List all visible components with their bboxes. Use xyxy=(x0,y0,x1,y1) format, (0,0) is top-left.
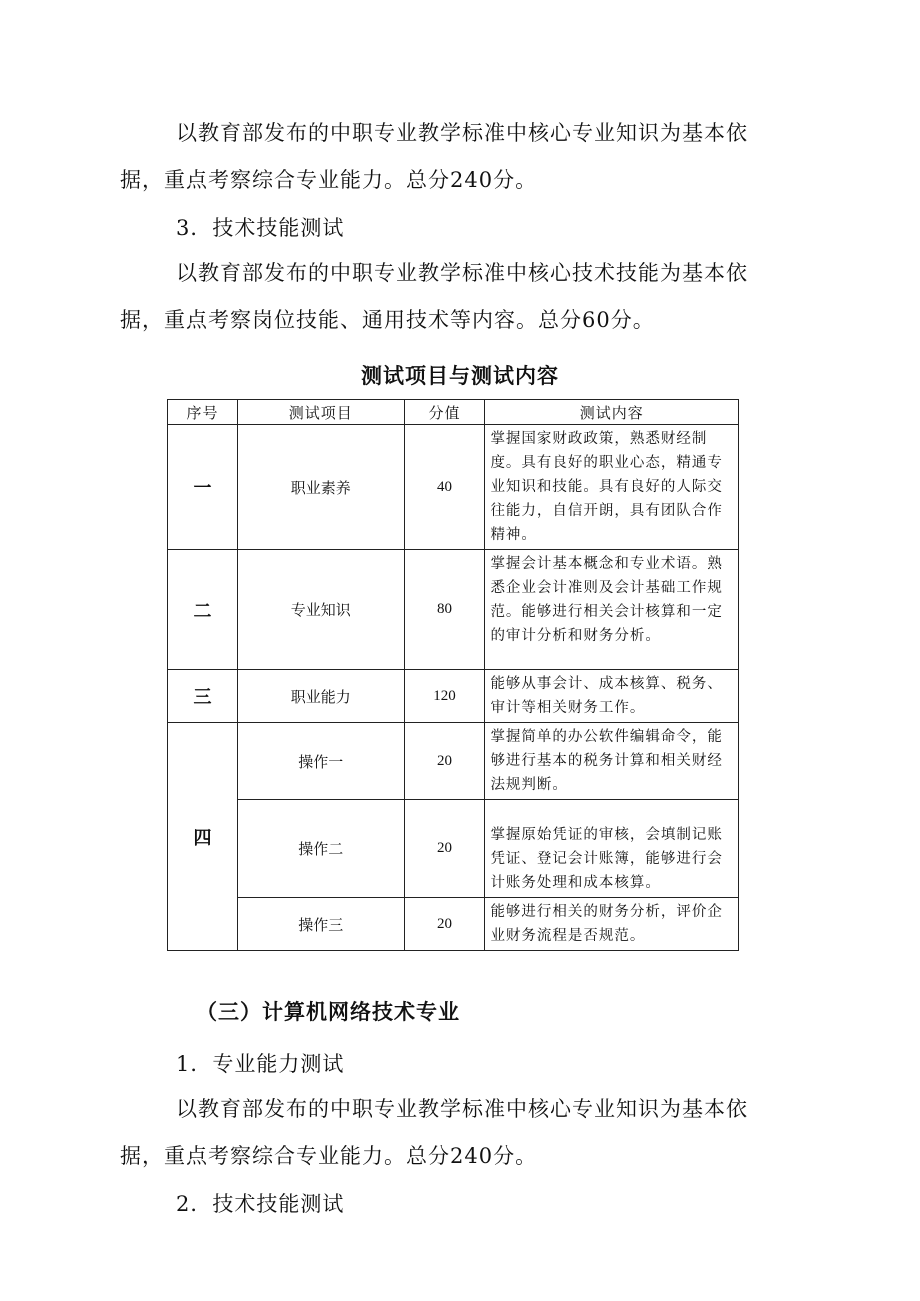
row-score: 40 xyxy=(404,425,485,550)
heading-skills-test: 3．技术技能测试 xyxy=(176,216,345,240)
row-score: 20 xyxy=(404,723,485,800)
header-score: 分值 xyxy=(404,400,485,425)
row-score: 120 xyxy=(404,670,485,723)
header-seq: 序号 xyxy=(168,400,238,425)
table-row xyxy=(168,898,739,951)
row-item: 操作三 xyxy=(237,898,404,951)
row-seq: 三 xyxy=(168,670,238,723)
header-content: 测试内容 xyxy=(485,400,739,425)
table-row xyxy=(168,723,739,800)
heading-professional-test: 1．专业能力测试 xyxy=(176,1052,345,1076)
paragraph-network-knowledge: 以教育部发布的中职专业教学标准中核心专业知识为基本依据，重点考察综合专业能力。总分240分。 xyxy=(120,1097,748,1168)
row-content: 能够从事会计、成本核算、税务、审计等相关财务工作。 xyxy=(485,670,739,723)
table-header-row xyxy=(168,400,739,425)
heading-skills-test-2: 2．技术技能测试 xyxy=(176,1192,345,1216)
header-item: 测试项目 xyxy=(237,400,404,425)
row-score: 80 xyxy=(404,550,485,670)
row-seq: 四 xyxy=(168,723,238,951)
row-seq: 一 xyxy=(168,425,238,550)
table-caption: 测试项目与测试内容 xyxy=(361,363,559,388)
table-row xyxy=(168,425,739,550)
row-seq: 二 xyxy=(168,550,238,670)
row-content: 掌握国家财政政策，熟悉财经制度。具有良好的职业心态，精通专业知识和技能。具有良好的人际交往能力，自信开朗，具有团队合作精神。 xyxy=(485,425,739,550)
row-item: 操作二 xyxy=(237,800,404,898)
row-content: 能够进行相关的财务分析，评价企业财务流程是否规范。 xyxy=(485,898,739,951)
row-content: 掌握简单的办公软件编辑命令，能够进行基本的税务计算和相关财经法规判断。 xyxy=(485,723,739,800)
row-item: 职业能力 xyxy=(237,670,404,723)
paragraph-professional-knowledge: 以教育部发布的中职专业教学标准中核心专业知识为基本依据，重点考察综合专业能力。总分240分。 xyxy=(120,121,748,192)
section-heading: （三）计算机网络技术专业 xyxy=(196,999,460,1024)
table-row xyxy=(168,670,739,723)
row-item: 操作一 xyxy=(237,723,404,800)
row-item: 职业素养 xyxy=(237,425,404,550)
paragraph-technical-skills: 以教育部发布的中职专业教学标准中核心技术技能为基本依据，重点考察岗位技能、通用技术等内容。总分60分。 xyxy=(120,261,748,332)
row-item: 专业知识 xyxy=(237,550,404,670)
row-score: 20 xyxy=(404,898,485,951)
table-row xyxy=(168,800,739,898)
row-content: 掌握原始凭证的审核，会填制记账凭证、登记会计账簿，能够进行会计账务处理和成本核算。 xyxy=(485,800,739,898)
row-content: 掌握会计基本概念和专业术语。熟悉企业会计准则及会计基础工作规范。能够进行相关会计核算和一定的审计分析和财务分析。 xyxy=(485,550,739,670)
test-items-table xyxy=(167,399,739,951)
table-row xyxy=(168,550,739,670)
row-score: 20 xyxy=(404,800,485,898)
